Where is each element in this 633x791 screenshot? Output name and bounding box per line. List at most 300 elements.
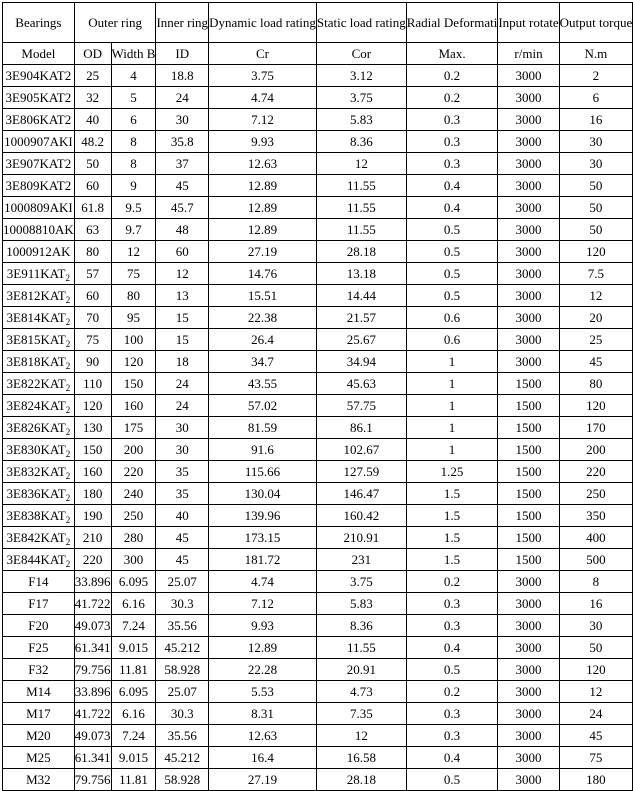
cell-id: 25.07: [156, 681, 209, 703]
cell-rpm: 3000: [498, 637, 559, 659]
table-row: [3, 153, 633, 175]
cell-id: 13: [156, 285, 209, 307]
cell-cr: 4.74: [209, 87, 317, 109]
cell-cr: 22.38: [209, 307, 317, 329]
cell-rpm: 1500: [498, 505, 559, 527]
cell-cor: 231: [316, 549, 406, 571]
cell-id: 15: [156, 329, 209, 351]
cell-max: 1.25: [406, 461, 498, 483]
cell-cor: 20.91: [316, 659, 406, 681]
cell-rpm: 3000: [498, 571, 559, 593]
model-subscript: 2: [65, 294, 71, 305]
cell-cor: 25.67: [316, 329, 406, 351]
cell-od: 120: [74, 395, 111, 417]
cell-od: 220: [74, 549, 111, 571]
cell-model: [3, 483, 75, 505]
cell-width: 75: [111, 263, 156, 285]
model-text: 3E814KAT: [6, 309, 66, 325]
cell-od: 32: [74, 87, 111, 109]
cell-od: 180: [74, 483, 111, 505]
cell-width: 80: [111, 285, 156, 307]
cell-max: 0.4: [406, 197, 498, 219]
cell-id: 15: [156, 307, 209, 329]
cell-cor: 7.35: [316, 703, 406, 725]
cell-torque: 200: [559, 439, 633, 461]
cell-id: 45: [156, 175, 209, 197]
table-row: [3, 439, 633, 461]
cell-od: 50: [74, 153, 111, 175]
cell-cr: 3.75: [209, 65, 317, 87]
table-row: [3, 175, 633, 197]
col-group-dynamic-load: Dynamic load rating: [209, 3, 317, 43]
cell-cor: 12: [316, 153, 406, 175]
col-group-inner-ring: Inner ring: [156, 3, 209, 43]
cell-id: 25.07: [156, 571, 209, 593]
cell-od: 40: [74, 109, 111, 131]
col-group-static-load: Static load rating: [316, 3, 406, 43]
model-text: 1000907AKI: [4, 133, 73, 149]
cell-width: 100: [111, 329, 156, 351]
cell-rpm: 3000: [498, 747, 559, 769]
cell-id: 60: [156, 241, 209, 263]
cell-od: 60: [74, 285, 111, 307]
table-row: [3, 725, 633, 747]
cell-model: [3, 505, 75, 527]
cell-id: 45.212: [156, 637, 209, 659]
cell-torque: 12: [559, 681, 633, 703]
table-row: [3, 131, 633, 153]
cell-rpm: 3000: [498, 197, 559, 219]
cell-cor: 5.83: [316, 593, 406, 615]
cell-cr: 173.15: [209, 527, 317, 549]
model-text: 3E832KAT: [6, 463, 66, 479]
cell-cr: 57.02: [209, 395, 317, 417]
table-row: [3, 219, 633, 241]
table-row: [3, 65, 633, 87]
model-text: 3E830KAT: [6, 441, 66, 457]
cell-width: 8: [111, 153, 156, 175]
model-text: 1000809AKI: [4, 199, 73, 215]
cell-model: [3, 241, 75, 263]
model-subscript: 2: [65, 404, 71, 415]
cell-max: 1: [406, 417, 498, 439]
table-row: [3, 263, 633, 285]
table-row: [3, 373, 633, 395]
model-subscript: 2: [65, 536, 71, 547]
cell-torque: 24: [559, 703, 633, 725]
cell-cr: 139.96: [209, 505, 317, 527]
cell-cr: 8.31: [209, 703, 317, 725]
cell-max: 0.5: [406, 659, 498, 681]
cell-max: 0.5: [406, 219, 498, 241]
model-text: 3E905KAT2: [5, 89, 72, 105]
cell-rpm: 1500: [498, 549, 559, 571]
cell-cr: 26.4: [209, 329, 317, 351]
cell-max: 0.5: [406, 285, 498, 307]
cell-cor: 3.75: [316, 87, 406, 109]
table-row: [3, 461, 633, 483]
table-row: [3, 615, 633, 637]
cell-width: 12: [111, 241, 156, 263]
cell-rpm: 1500: [498, 461, 559, 483]
table-row: [3, 637, 633, 659]
cell-cr: 4.74: [209, 571, 317, 593]
cell-rpm: 1500: [498, 417, 559, 439]
cell-cr: 15.51: [209, 285, 317, 307]
cell-cor: 16.58: [316, 747, 406, 769]
cell-width: 6.095: [111, 681, 156, 703]
cell-cr: 12.89: [209, 197, 317, 219]
cell-od: 130: [74, 417, 111, 439]
cell-model: [3, 725, 75, 747]
table-row: [3, 87, 633, 109]
cell-width: 220: [111, 461, 156, 483]
cell-model: [3, 131, 75, 153]
cell-width: 6.16: [111, 703, 156, 725]
cell-rpm: 3000: [498, 329, 559, 351]
cell-torque: 2: [559, 65, 633, 87]
cell-width: 9.7: [111, 219, 156, 241]
cell-cr: 12.89: [209, 219, 317, 241]
cell-id: 45.212: [156, 747, 209, 769]
cell-width: 6.095: [111, 571, 156, 593]
cell-width: 8: [111, 131, 156, 153]
col-group-input-rotate: Input rotate: [498, 3, 559, 43]
cell-rpm: 3000: [498, 153, 559, 175]
cell-model: [3, 615, 75, 637]
cell-width: 4: [111, 65, 156, 87]
cell-cor: 210.91: [316, 527, 406, 549]
cell-max: 0.4: [406, 637, 498, 659]
cell-cor: 13.18: [316, 263, 406, 285]
cell-max: 0.2: [406, 571, 498, 593]
cell-max: 1: [406, 395, 498, 417]
cell-id: 35.8: [156, 131, 209, 153]
model-text: F32: [28, 661, 49, 677]
cell-width: 280: [111, 527, 156, 549]
cell-width: 7.24: [111, 725, 156, 747]
cell-width: 240: [111, 483, 156, 505]
cell-rpm: 1500: [498, 439, 559, 461]
bearing-spec-table: [2, 2, 633, 791]
cell-cor: 34.94: [316, 351, 406, 373]
model-text: 3E812KAT: [6, 287, 66, 303]
cell-model: [3, 285, 75, 307]
cell-model: [3, 65, 75, 87]
cell-model: [3, 395, 75, 417]
cell-rpm: 3000: [498, 681, 559, 703]
table-row: [3, 703, 633, 725]
model-text: M17: [26, 705, 51, 721]
cell-od: 48.2: [74, 131, 111, 153]
cell-rpm: 3000: [498, 703, 559, 725]
cell-rpm: 3000: [498, 175, 559, 197]
cell-model: [3, 329, 75, 351]
cell-cr: 34.7: [209, 351, 317, 373]
model-text: M20: [26, 727, 51, 743]
cell-model: [3, 637, 75, 659]
cell-od: 190: [74, 505, 111, 527]
cell-max: 0.6: [406, 329, 498, 351]
cell-cr: 27.19: [209, 241, 317, 263]
model-subscript: 2: [65, 426, 71, 437]
table-row: [3, 109, 633, 131]
model-text: 3E844KAT: [6, 551, 66, 567]
cell-model: [3, 373, 75, 395]
cell-torque: 16: [559, 593, 633, 615]
table-row: [3, 769, 633, 791]
cell-model: [3, 417, 75, 439]
cell-rpm: 3000: [498, 263, 559, 285]
model-text: M25: [26, 749, 51, 765]
model-text: 3E836KAT: [6, 485, 66, 501]
cell-torque: 7.5: [559, 263, 633, 285]
cell-od: 60: [74, 175, 111, 197]
model-subscript: 2: [65, 272, 71, 283]
cell-id: 30: [156, 109, 209, 131]
cell-model: [3, 153, 75, 175]
cell-od: 41.722: [74, 703, 111, 725]
cell-cr: 91.6: [209, 439, 317, 461]
cell-model: [3, 439, 75, 461]
model-text: 3E838KAT: [6, 507, 66, 523]
cell-rpm: 1500: [498, 395, 559, 417]
cell-od: 49.073: [74, 615, 111, 637]
cell-model: [3, 681, 75, 703]
cell-torque: 50: [559, 197, 633, 219]
cell-torque: 12: [559, 285, 633, 307]
cell-cr: 9.93: [209, 131, 317, 153]
cell-cor: 5.83: [316, 109, 406, 131]
cell-width: 300: [111, 549, 156, 571]
cell-od: 150: [74, 439, 111, 461]
table-row: [3, 659, 633, 681]
cell-cr: 5.53: [209, 681, 317, 703]
cell-id: 37: [156, 153, 209, 175]
cell-model: [3, 351, 75, 373]
col-group-radial-deformation: Radial Deformati: [406, 3, 498, 43]
cell-cr: 22.28: [209, 659, 317, 681]
cell-width: 6: [111, 109, 156, 131]
col-header-torque: N.m: [559, 43, 633, 65]
model-subscript: 2: [65, 360, 71, 371]
model-text: F20: [28, 617, 49, 633]
cell-torque: 50: [559, 175, 633, 197]
cell-model: [3, 747, 75, 769]
cell-width: 7.24: [111, 615, 156, 637]
cell-model: [3, 219, 75, 241]
cell-rpm: 3000: [498, 615, 559, 637]
cell-torque: 120: [559, 395, 633, 417]
cell-id: 30.3: [156, 593, 209, 615]
cell-cor: 160.42: [316, 505, 406, 527]
cell-cr: 115.66: [209, 461, 317, 483]
cell-torque: 250: [559, 483, 633, 505]
cell-cor: 127.59: [316, 461, 406, 483]
table-row: [3, 505, 633, 527]
cell-cor: 45.63: [316, 373, 406, 395]
col-header-max: Max.: [406, 43, 498, 65]
model-text: 3E904KAT2: [5, 67, 72, 83]
cell-rpm: 3000: [498, 285, 559, 307]
cell-cor: 146.47: [316, 483, 406, 505]
cell-width: 200: [111, 439, 156, 461]
cell-cor: 86.1: [316, 417, 406, 439]
model-text: 1000912AK: [6, 243, 71, 259]
model-text: M14: [26, 683, 51, 699]
header-row-groups: [3, 3, 633, 43]
cell-torque: 30: [559, 615, 633, 637]
cell-od: 61.8: [74, 197, 111, 219]
cell-id: 45: [156, 549, 209, 571]
cell-width: 95: [111, 307, 156, 329]
model-subscript: 2: [65, 558, 71, 569]
model-subscript: 2: [65, 382, 71, 393]
model-text: 3E815KAT: [6, 331, 66, 347]
cell-max: 0.3: [406, 593, 498, 615]
cell-model: [3, 571, 75, 593]
cell-cr: 7.12: [209, 109, 317, 131]
cell-torque: 8: [559, 571, 633, 593]
cell-cor: 3.75: [316, 571, 406, 593]
cell-od: 57: [74, 263, 111, 285]
table-row: [3, 483, 633, 505]
cell-cr: 14.76: [209, 263, 317, 285]
model-subscript: 2: [65, 338, 71, 349]
cell-torque: 220: [559, 461, 633, 483]
cell-max: 0.5: [406, 241, 498, 263]
cell-id: 24: [156, 373, 209, 395]
cell-width: 150: [111, 373, 156, 395]
cell-od: 61.341: [74, 747, 111, 769]
cell-rpm: 3000: [498, 769, 559, 791]
cell-od: 80: [74, 241, 111, 263]
cell-max: 0.5: [406, 263, 498, 285]
cell-torque: 50: [559, 219, 633, 241]
cell-width: 11.81: [111, 659, 156, 681]
cell-id: 35: [156, 461, 209, 483]
cell-max: 0.3: [406, 703, 498, 725]
cell-id: 45.7: [156, 197, 209, 219]
cell-torque: 500: [559, 549, 633, 571]
cell-rpm: 3000: [498, 109, 559, 131]
cell-torque: 75: [559, 747, 633, 769]
cell-max: 0.3: [406, 725, 498, 747]
cell-torque: 180: [559, 769, 633, 791]
table-body: [3, 65, 633, 791]
cell-id: 58.928: [156, 659, 209, 681]
cell-width: 6.16: [111, 593, 156, 615]
table-row: [3, 307, 633, 329]
col-header-model: Model: [3, 43, 75, 65]
cell-max: 1: [406, 439, 498, 461]
cell-max: 0.3: [406, 615, 498, 637]
cell-rpm: 1500: [498, 373, 559, 395]
cell-max: 0.4: [406, 175, 498, 197]
cell-id: 40: [156, 505, 209, 527]
cell-max: 1: [406, 351, 498, 373]
cell-cor: 11.55: [316, 637, 406, 659]
cell-cor: 3.12: [316, 65, 406, 87]
cell-id: 30: [156, 439, 209, 461]
model-text: 3E907KAT2: [5, 155, 72, 171]
cell-cor: 28.18: [316, 241, 406, 263]
cell-model: [3, 527, 75, 549]
model-text: 3E809KAT2: [5, 177, 72, 193]
cell-od: 90: [74, 351, 111, 373]
cell-cor: 57.75: [316, 395, 406, 417]
cell-od: 41.722: [74, 593, 111, 615]
cell-model: [3, 461, 75, 483]
cell-width: 120: [111, 351, 156, 373]
cell-torque: 80: [559, 373, 633, 395]
cell-model: [3, 175, 75, 197]
table-row: [3, 197, 633, 219]
cell-cr: 16.4: [209, 747, 317, 769]
model-text: 3E818KAT: [6, 353, 66, 369]
cell-width: 9.5: [111, 197, 156, 219]
cell-model: [3, 307, 75, 329]
cell-max: 1.5: [406, 549, 498, 571]
cell-rpm: 3000: [498, 65, 559, 87]
table-row: [3, 747, 633, 769]
cell-od: 25: [74, 65, 111, 87]
cell-torque: 120: [559, 659, 633, 681]
cell-cr: 12.89: [209, 175, 317, 197]
cell-model: [3, 703, 75, 725]
cell-torque: 45: [559, 725, 633, 747]
cell-width: 9: [111, 175, 156, 197]
col-header-od: OD: [74, 43, 111, 65]
cell-rpm: 3000: [498, 131, 559, 153]
cell-id: 35.56: [156, 615, 209, 637]
model-text: 3E911KAT: [6, 265, 66, 281]
cell-id: 30: [156, 417, 209, 439]
model-subscript: 2: [65, 492, 71, 503]
cell-od: 63: [74, 219, 111, 241]
cell-max: 1.5: [406, 527, 498, 549]
model-text: 3E824KAT: [6, 397, 66, 413]
cell-od: 33.896: [74, 571, 111, 593]
table-row: [3, 351, 633, 373]
cell-id: 18.8: [156, 65, 209, 87]
cell-rpm: 3000: [498, 219, 559, 241]
cell-id: 48: [156, 219, 209, 241]
cell-width: 175: [111, 417, 156, 439]
cell-torque: 30: [559, 153, 633, 175]
cell-cr: 27.19: [209, 769, 317, 791]
cell-torque: 120: [559, 241, 633, 263]
cell-model: [3, 549, 75, 571]
cell-od: 160: [74, 461, 111, 483]
cell-rpm: 3000: [498, 87, 559, 109]
cell-id: 12: [156, 263, 209, 285]
cell-rpm: 3000: [498, 725, 559, 747]
model-text: M32: [26, 771, 51, 787]
cell-id: 18: [156, 351, 209, 373]
cell-cr: 12.89: [209, 637, 317, 659]
cell-torque: 170: [559, 417, 633, 439]
col-header-cor: Cor: [316, 43, 406, 65]
col-header-cr: Cr: [209, 43, 317, 65]
cell-max: 1.5: [406, 483, 498, 505]
cell-cor: 8.36: [316, 615, 406, 637]
cell-max: 0.6: [406, 307, 498, 329]
cell-width: 160: [111, 395, 156, 417]
cell-model: [3, 769, 75, 791]
cell-cr: 43.55: [209, 373, 317, 395]
cell-model: [3, 593, 75, 615]
